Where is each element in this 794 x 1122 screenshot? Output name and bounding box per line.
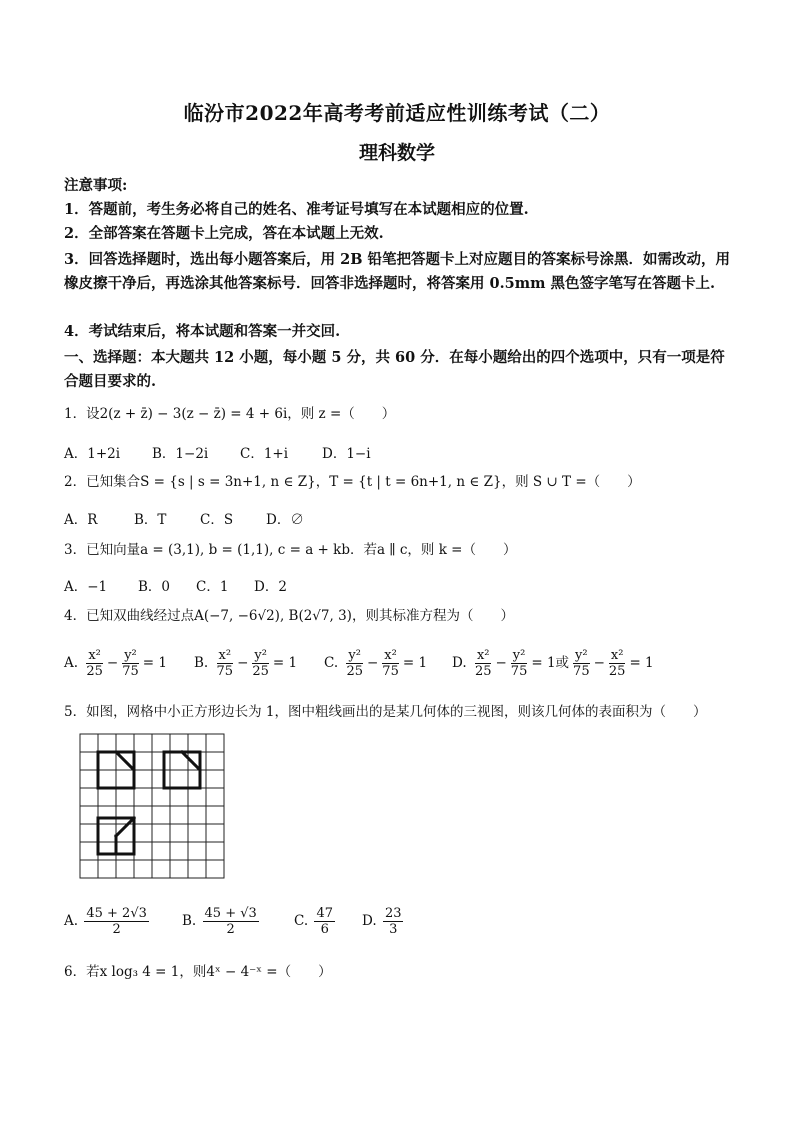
side-view-dashed-edge [182,752,200,770]
q4-b-eq: = 1 [272,655,298,671]
q5-option-a [64,906,182,937]
q4-a-label: A. [64,655,79,671]
q2-option-b: B．T [134,512,167,528]
q4-a-num2: y² [124,648,137,663]
notice-heading: 注意事项: [64,177,128,194]
q4-b-den1: 75 [216,664,234,679]
q4-d-num1: x² [476,648,490,663]
q1-suffix: ，则 z =（ ） [287,406,396,422]
question-4 [64,606,734,626]
q5-d-num: 23 [384,906,402,921]
q5-d-den: 3 [389,922,398,937]
q4-d-frac4 [607,648,628,679]
q4-d-minus1: − [495,655,507,671]
q4-c-label: C. [324,655,339,671]
q4-c-num1: y² [348,648,361,663]
q1-options [64,442,371,462]
q5-d-label: D. [362,913,377,929]
question-5: 5．如图，网格中小正方形边长为 1，图中粗线画出的是某几何体的三视图，则该几何体的表面积为（ ） [64,704,707,720]
q4-options [64,648,654,679]
q4-prefix: 4．已知双曲线经过点 [64,608,195,624]
q3-prefix: 3．已知向量 [64,542,141,558]
question-1 [64,404,734,424]
q4-c-frac2 [380,648,401,679]
section-heading: 一、选择题：本大题共 12 小题，每小题 5 分，共 60 分．在每小题给出的四个选项中，只有一项是符合题目要求的. [64,349,725,390]
notice-item-1: 1．答题前，考生务必将自己的姓名、准考证号填写在本试题相应的位置. [64,201,529,218]
q1-option-d: D．1−i [322,446,371,462]
q4-d-num4: x² [610,648,624,663]
q4-c-num2: x² [384,648,397,663]
q5-option-c [294,906,362,937]
q4-b-frac2 [250,648,271,679]
q4-a-frac2 [120,648,141,679]
q5-b-den: 2 [226,922,235,937]
q5-c-frac [314,906,335,937]
q3-suffix: ，则 k =（ ） [407,542,517,558]
question-6 [64,962,734,982]
q4-d-den3: 75 [573,664,590,679]
q3-option-c: C．1 [196,579,229,595]
q1-option-a: A．1+2i [64,446,121,462]
q4-d-label: D. [452,655,467,671]
q5-c-label: C. [294,913,309,929]
q5-a-num: 45 + 2√3 [86,906,147,921]
q5-b-frac [203,906,259,937]
q2-suffix: ，则 S ∪ T =（ ） [501,474,641,490]
q4-d-or: 或 [555,655,570,671]
q5-option-b [182,906,294,937]
q4-b-den2: 25 [252,664,269,679]
exam-title: 临汾市2022年高考考前适应性训练考试（二） [183,101,611,125]
q6-prefix: 6．若 [64,964,100,980]
q3-option-d: D．2 [254,579,287,595]
q4-d-frac3 [571,648,592,679]
q4-d-minus2: − [593,655,605,671]
three-view-svg [79,733,225,881]
q4-a-minus: − [106,655,119,671]
q4-b-frac1 [215,648,236,679]
q4-b-minus: − [237,655,249,671]
q4-suffix: ，则其标准方程为（ ） [351,608,514,624]
exam-subject: 理科数学 [358,142,435,164]
q1-prefix: 1．设 [64,406,100,422]
q5-b-num: 45 + √3 [204,906,257,921]
q4-d-frac2 [509,648,530,679]
q5-c-den: 6 [320,922,329,937]
q4-a-eq: = 1 [142,655,167,671]
q4-d-den4: 25 [608,664,626,679]
q4-option-d [452,648,654,679]
q4-d-eq2: = 1 [629,655,654,671]
q4-c-den2: 75 [382,664,399,679]
q5-a-label: A. [64,913,79,929]
q4-option-c [324,648,452,679]
q5-a-den: 2 [112,922,121,937]
q2-set-t: T = {t | t = 6n+1, n ∈ Z} [329,474,502,490]
q4-a-den1: 25 [86,664,103,679]
q2-sep: ， [315,474,330,490]
q4-d-frac1 [473,648,494,679]
q4-b-label: B. [194,655,209,671]
q3-mid: ．若 [349,542,377,558]
q4-b-num2: y² [254,648,267,663]
q5-options [64,906,405,937]
q4-b-num1: x² [218,648,232,663]
question-3 [64,540,734,560]
q3-expr: a = (3,1), b = (1,1), c = a + kb [140,542,350,558]
q4-c-den1: 25 [346,664,363,679]
q4-c-eq: = 1 [402,655,428,671]
q5-a-frac [84,906,149,937]
notice-item-3: 3．回答选择题时，选出每小题答案后，用 2B 铅笔把答题卡上对应题目的答案标号涂黑．如需改动，用橡皮擦干净后，再选涂其他答案标号．回答非选择题时，将答案用 0.5mm 黑色签字笔写在答题卡上. [64,251,731,292]
q6-expr: x log₃ 4 = 1 [99,964,180,980]
q5-b-label: B. [182,913,197,929]
q4-a-num1: x² [88,648,101,663]
q2-prefix: 2．已知集合 [64,474,141,490]
q2-option-c: C．S [200,512,234,528]
notice-item-4: 4．考试结束后，将本试题和答案一并交回. [64,323,341,340]
question-2 [64,472,734,492]
three-view-grid-figure [79,733,225,885]
q1-expr: 2(z + z̄) − 3(z − z̄) = 4 + 6i [99,406,288,422]
q4-a-den2: 75 [122,664,139,679]
q6-expr2: 4ˣ − 4⁻ˣ = [206,964,278,980]
top-view-diagonal [116,818,134,836]
view-outlines [98,752,200,854]
q4-c-minus: − [366,655,379,671]
notice-item-2: 2．全部答案在答题卡上完成，答在本试题上无效. [64,225,384,242]
q2-option-d: D．∅ [266,512,304,528]
q3-option-b: B．0 [138,579,171,595]
q4-d-den2: 75 [510,664,528,679]
q6-suffix: （ ） [277,964,332,980]
q3-cond: a ∥ c [376,542,408,558]
q2-set-s: S = {s | s = 3n+1, n ∈ Z} [140,474,316,490]
q6-mid: ，则 [179,964,207,980]
q5-c-num: 47 [316,906,333,921]
q4-c-frac1 [344,648,365,679]
q4-d-eq1: = 1 [531,655,556,671]
q4-option-a [64,648,194,679]
q4-a-frac1 [84,648,105,679]
q2-option-a: A．R [64,512,98,528]
q5-d-frac [383,906,404,937]
q1-option-c: C．1+i [240,446,289,462]
q4-d-num3: y² [575,648,588,663]
q5-option-d [362,906,405,937]
q4-d-den1: 25 [474,664,492,679]
q4-points: A(−7, −6√2), B(2√7, 3) [194,608,352,624]
q2-options [64,508,304,528]
q4-d-num2: y² [512,648,526,663]
q3-options [64,575,287,595]
q3-option-a: A．−1 [64,579,108,595]
grid-lines [80,734,224,878]
q4-option-b [194,648,324,679]
q1-option-b: B．1−2i [152,446,209,462]
